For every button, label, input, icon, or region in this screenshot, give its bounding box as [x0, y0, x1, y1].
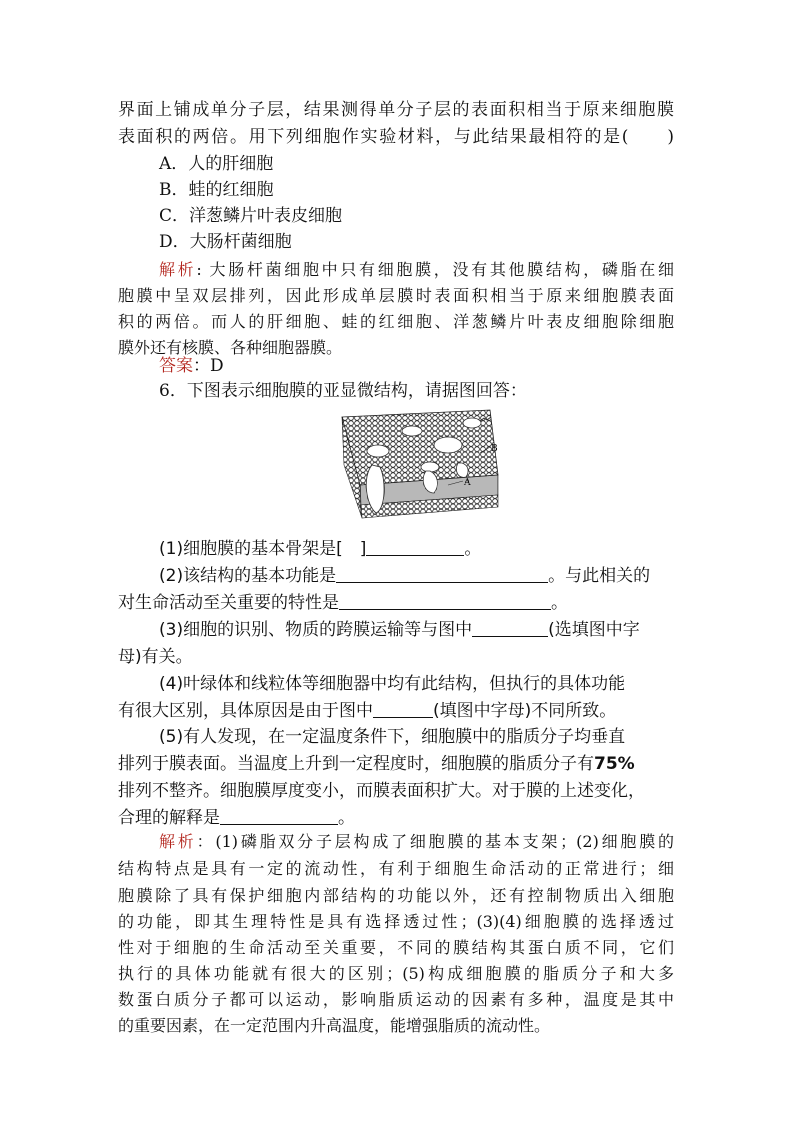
answer-blank[interactable] — [373, 699, 433, 718]
protein-4 — [463, 418, 481, 428]
q5-analysis-line-4: 膜外还有核膜、各种细胞器膜。 — [118, 338, 343, 357]
q6-analysis-line-7: 数蛋白质分子都可以运动，影响脂质运动的因素有多种，温度是其中 — [118, 990, 674, 1009]
label-a: A — [464, 478, 471, 488]
q5-option-c: C．洋葱鳞片叶表皮细胞 — [159, 206, 343, 226]
q5-stem-line-1: 界面上铺成单分子层，结果测得单分子层的表面积相当于原来细胞膜 — [118, 100, 674, 120]
protein-1 — [367, 445, 389, 457]
q6-analysis-line-6: 执行的具体功能就有很大的区别；(5)构成细胞膜的脂质分子和大多 — [118, 964, 674, 983]
analysis-label: 解析 — [159, 260, 197, 279]
q5-analysis-line-2: 胞膜中呈双层排列，因此形成单层膜时表面积相当于原来细胞膜表面 — [118, 286, 674, 305]
q5-answer — [159, 353, 224, 380]
q6-part-4-line-2: 有很大区别，具体原因是由于图中 (填图中字母)不同所致。 — [118, 701, 617, 721]
analysis-label: 解析 — [159, 832, 197, 851]
q6-analysis-line-3: 胞膜除了具有保护细胞内部结构的功能以外，还有控制物质出入细胞 — [118, 886, 674, 905]
answer-value: ：D — [193, 356, 224, 376]
answer-blank[interactable] — [339, 591, 551, 610]
q6-part-1: (1)细胞膜的基本骨架是[ ] 。 — [159, 539, 482, 559]
q6-analysis-line-5: 性对于细胞的生命活动至关重要，不同的膜结构其蛋白质不同，它们 — [118, 938, 674, 957]
q6-part-3-line-2: 母)有关。 — [118, 647, 193, 667]
q6-part-4-line-1: (4)叶绿体和线粒体等细胞器中均有此结构，但执行的具体功能 — [159, 674, 626, 694]
q6-analysis-line-8: 的重要因素，在一定范围内升高温度，能增强脂质的流动性。 — [118, 1016, 551, 1035]
q5-analysis-line-3: 积的两倍。而人的肝细胞、蛙的红细胞、洋葱鳞片叶表皮细胞除细胞 — [118, 312, 674, 331]
q5-option-d: D．大肠杆菌细胞 — [159, 232, 292, 252]
q6-part-5-line-1: (5)有人发现，在一定温度条件下，细胞膜中的脂质分子均垂直 — [159, 727, 626, 747]
q6-analysis-line-2: 结构特点是具有一定的流动性，有利于细胞生命活动的正常进行；细 — [118, 859, 674, 878]
answer-blank[interactable] — [472, 618, 548, 637]
analysis-text: : 大肠杆菌细胞中只有细胞膜，没有其他膜结构，磷脂在细 — [196, 260, 674, 279]
answer-blank[interactable] — [220, 806, 338, 825]
answer-blank[interactable] — [336, 564, 548, 583]
q5-option-a: A．人的肝细胞 — [159, 154, 274, 174]
answer-blank[interactable] — [366, 537, 464, 556]
q6-part-2-line-1: (2)该结构的基本功能是 。与此相关的 — [159, 566, 651, 586]
protein-3 — [434, 437, 462, 453]
q5-option-b: B．蛙的红细胞 — [159, 180, 274, 200]
q6-analysis-line-1 — [159, 828, 674, 855]
q5-analysis-line-1 — [159, 256, 674, 283]
q6-stem: 6．下图表示细胞膜的亚显微结构，请据图回答： — [159, 381, 527, 401]
label-b: B — [491, 444, 498, 454]
q6-analysis-line-4: 的功能，即其生理特性是具有选择透过性；(3)(4)细胞膜的选择透过 — [118, 912, 674, 931]
q6-part-5-line-2: 排列于膜表面。当温度上升到一定程度时，细胞膜的脂质分子有75% — [118, 754, 635, 774]
q6-part-5-line-4: 合理的解释是 。 — [118, 808, 355, 828]
q6-part-3-line-1: (3)细胞的识别、物质的跨膜运输等与图中 (选填图中字 — [159, 620, 640, 640]
protein-5 — [421, 462, 439, 472]
analysis-text: ：(1)磷脂双分子层构成了细胞膜的基本支架；(2)细胞膜的 — [196, 832, 674, 851]
q5-stem-line-2: 表面积的两倍。用下列细胞作实验材料，与此结果最相符的是( ) — [118, 127, 674, 147]
q6-part-5-line-3: 排列不整齐。细胞膜厚度变小，而膜表面积扩大。对于膜的上述变化， — [118, 781, 645, 801]
q6-part-2-line-2: 对生命活动至关重要的特性是 。 — [118, 593, 568, 613]
protein-2 — [402, 426, 422, 436]
cell-membrane-diagram — [330, 405, 510, 530]
answer-label: 答案 — [159, 356, 193, 376]
